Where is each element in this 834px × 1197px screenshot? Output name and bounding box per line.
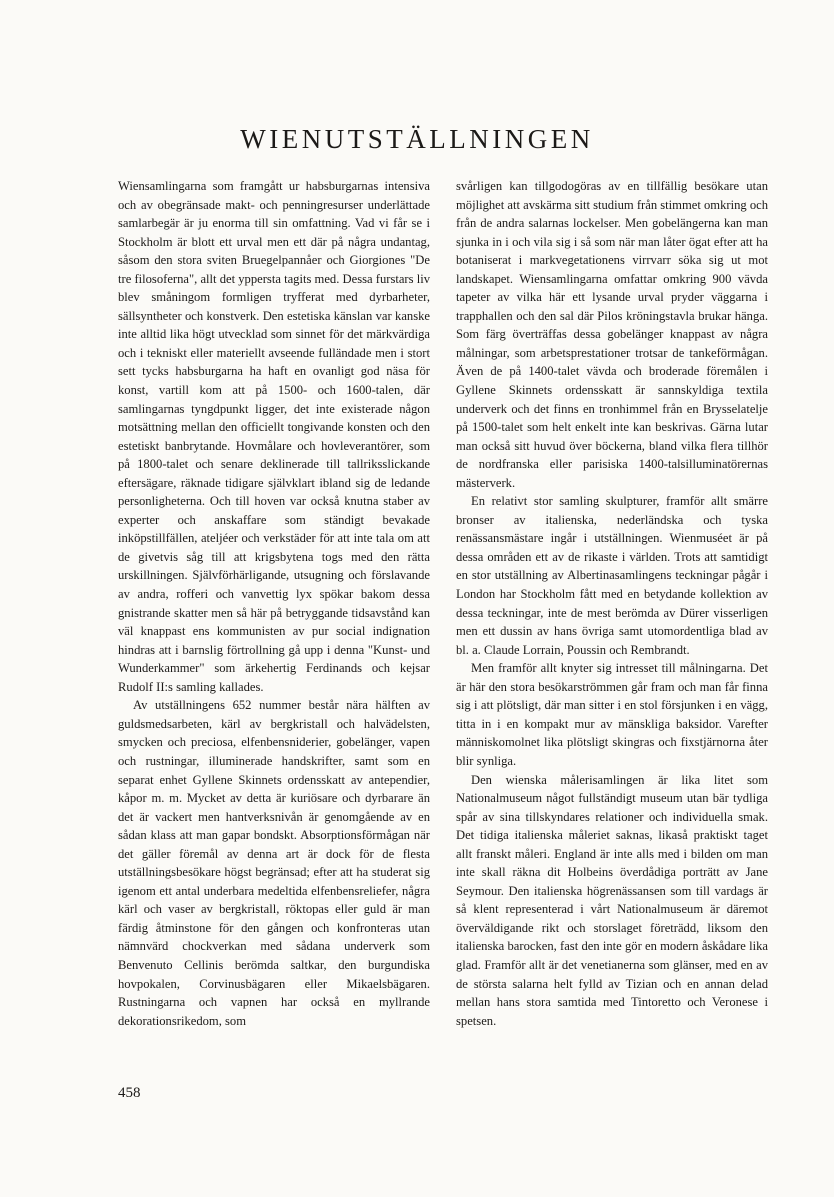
left-column <box>118 177 430 1030</box>
right-paragraph-2: En relativt stor samling skulpturer, framför allt smärre bronser av italienska, nederländska och tyska renässansmästare ingår i utställningen. Wienmuséet är på dessa områden ett av de rikaste i världen. Trots att samtidigt en stor utställning av Albertinasamlingens teckningar pågår i London har Stockholm fått med en betydande kollektion av dessa teckningar, inte de mest berömda av Dürer visserligen men ett dussin av hans övriga samt utomordentliga blad av bl. a. Claude Lorrain, Poussin och Rembrandt. <box>456 494 768 657</box>
article-title: WIENUTSTÄLLNINGEN <box>240 124 594 154</box>
page-number: 458 <box>118 1085 141 1101</box>
right-paragraph-1: svårligen kan tillgodogöras av en tillfällig besökare utan möjlighet att avskärma sitt studium från stimmet omkring och från de andra salarnas lockelser. Men gobelängerna kan man sjunka in i och vila sig i så som när man låter ögat efter att ha botaniserat i markvegetationens virrvarr söka sig ut mot landskapet. Wiensamlingarna omfattar omkring 900 vävda tapeter av vilka här ett lysande urval pryder väggarna i trapphallen och den sal där Pilos kröningstavla brukar hänga. Som färg överträffas dessa gobelänger knappast av några målningar, som arbetsprestationer trotsar de tankeförmågan. Även de på 1400-talet vävda och broderade föremålen i Gyllene Skinnets ordensskatt är sannskyldiga textila underverk och det finns en tronhimmel från en Brysselatelje på 1500-talet som helt enkelt inte kan beskrivas. Gärna lutar man också sitt huvud över böckerna, bland vilka flera tillhör de nordfranska eller parisiska 1400-talsilluminatörernas mästerverk. <box>456 179 768 490</box>
right-paragraph-4: Den wienska målerisamlingen är lika litet som Nationalmuseum något fullständigt museum utan bär tydliga spår av sina tillskyndares relationer och individuella smak. Det tidiga italienska måleriet saknas, likaså praktiskt taget allt franskt måleri. England är inte alls med i bilden om man inte skall räkna dit Holbeins överdådiga porträtt av Jane Seymour. Den italienska högrenässansen som till vardags är så klent representerad i vårt Nationalmuseum är däremot överväldigande rikt och storslaget företrädd, liksom den italienska barocken, fast den inte gör en modern åskådare lika glad. Framför allt är det venetianerna som glänser, med en av de största salarna helt fylld av Tizian och en annan delad mellan hans stora samtida med Tintoretto och Veronese i spetsen. <box>456 772 768 1028</box>
left-paragraph-1: Wiensamlingarna som framgått ur habsburgarnas intensiva och av obegränsade makt- och penningresurser underlättade samlarbegär är ju enorma till sin omfattning. Vad vi får se i Stockholm är blott ett urval men ett där på några undantag, såsom den stora sviten Bruegelpannåer och Giorgiones "De tre filosoferna", allt det yppersta tagits med. Dessa furstars liv blev småningom formligen tryfferat med dyrbarheter, sällsyntheter och konstverk. Den estetiska känslan var kanske inte alltid lika högt utvecklad som sinnet för det märkvärdiga och i tekniskt eller materiellt avseende fulländade men i stort sett tycks habsburgarna ha haft en ovanligt god näsa för konst, vartill kom att på 1500- och 1600-talen, där samlingarnas tyngdpunkt ligger, det inte existerade någon motsättning mellan den officiellt tongivande konsten och den estetiskt banbrytande. Hovmålare och hovleverantörer, som på 1800-talet och senare deklinerade till tallriksslickande eftersägare, räknade tidigare självklart ibland sig de ledande personligheterna. Och till hoven var också knutna staber av experter och anskaffare som ständigt bevakade inköpstillfällen, ateljéer och verkstäder för att inte tala om att de givetvis såg till att krigsbytena togs med den rätta urskillningen. Självförhärligande, utsugning och förslavande av andra, rofferi och vanvettig lyx spökar bakom dessa gnistrande skatter men så här på betryggande tidsavstånd kan väl knappast ens kommunisten av pur social indignation hindras att i barnslig förtrollning gå upp i denna "Kunst- und Wunderkammer" som ärkehertig Ferdinands och kejsar Rudolf II:s samling kallades. <box>118 179 430 694</box>
left-paragraph-2: Av utställningens 652 nummer består nära hälften av guldsmedsarbeten, kärl av bergkristall och halvädelsten, smycken och preciosa, elfenbensniderier, gobelänger, vapen och rustningar, illuminerade handskrifter, samt som en separat enhet Gyllene Skinnets ordensskatt av antependier, kåpor m. m. Mycket av detta är kuriösare och dyrbarare än det är vackert men hantverksnivån är genomgående av en sådan klass att man gapar bondskt. Absorptionsförmågan när det gäller föremål av denna art är dock för de flesta utställningsbesökare högst begränsad; efter att ha studerat sig igenom ett antal underbara medeltida elfenbensreliefer, några kärl och vaser av bergkristall, röktopas eller guld är man färdig åtminstone för den gången och konfronteras utan nämnvärd chockverkan med sådana underverk som Benvenuto Cellinis berömda saltkar, den burgundiska hovpokalen, Corvinusbägaren eller Mikaelsbägaren. Rustningarna och vapnen har också en myllrande dekorationsrikedom, som <box>118 698 430 1028</box>
right-paragraph-3: Men framför allt knyter sig intresset till målningarna. Det är här den stora besökarströmmen går fram och man får finna sig i att plötsligt, där man sitter i en stol försjunken i en vägg, titta in i en kompakt mur av mänskliga baksidor. Varefter människomolnet lika plötsligt skingras och fixstjärnorna åter blir synliga. <box>456 661 768 768</box>
right-column <box>456 177 768 1030</box>
article-body <box>118 177 768 1030</box>
